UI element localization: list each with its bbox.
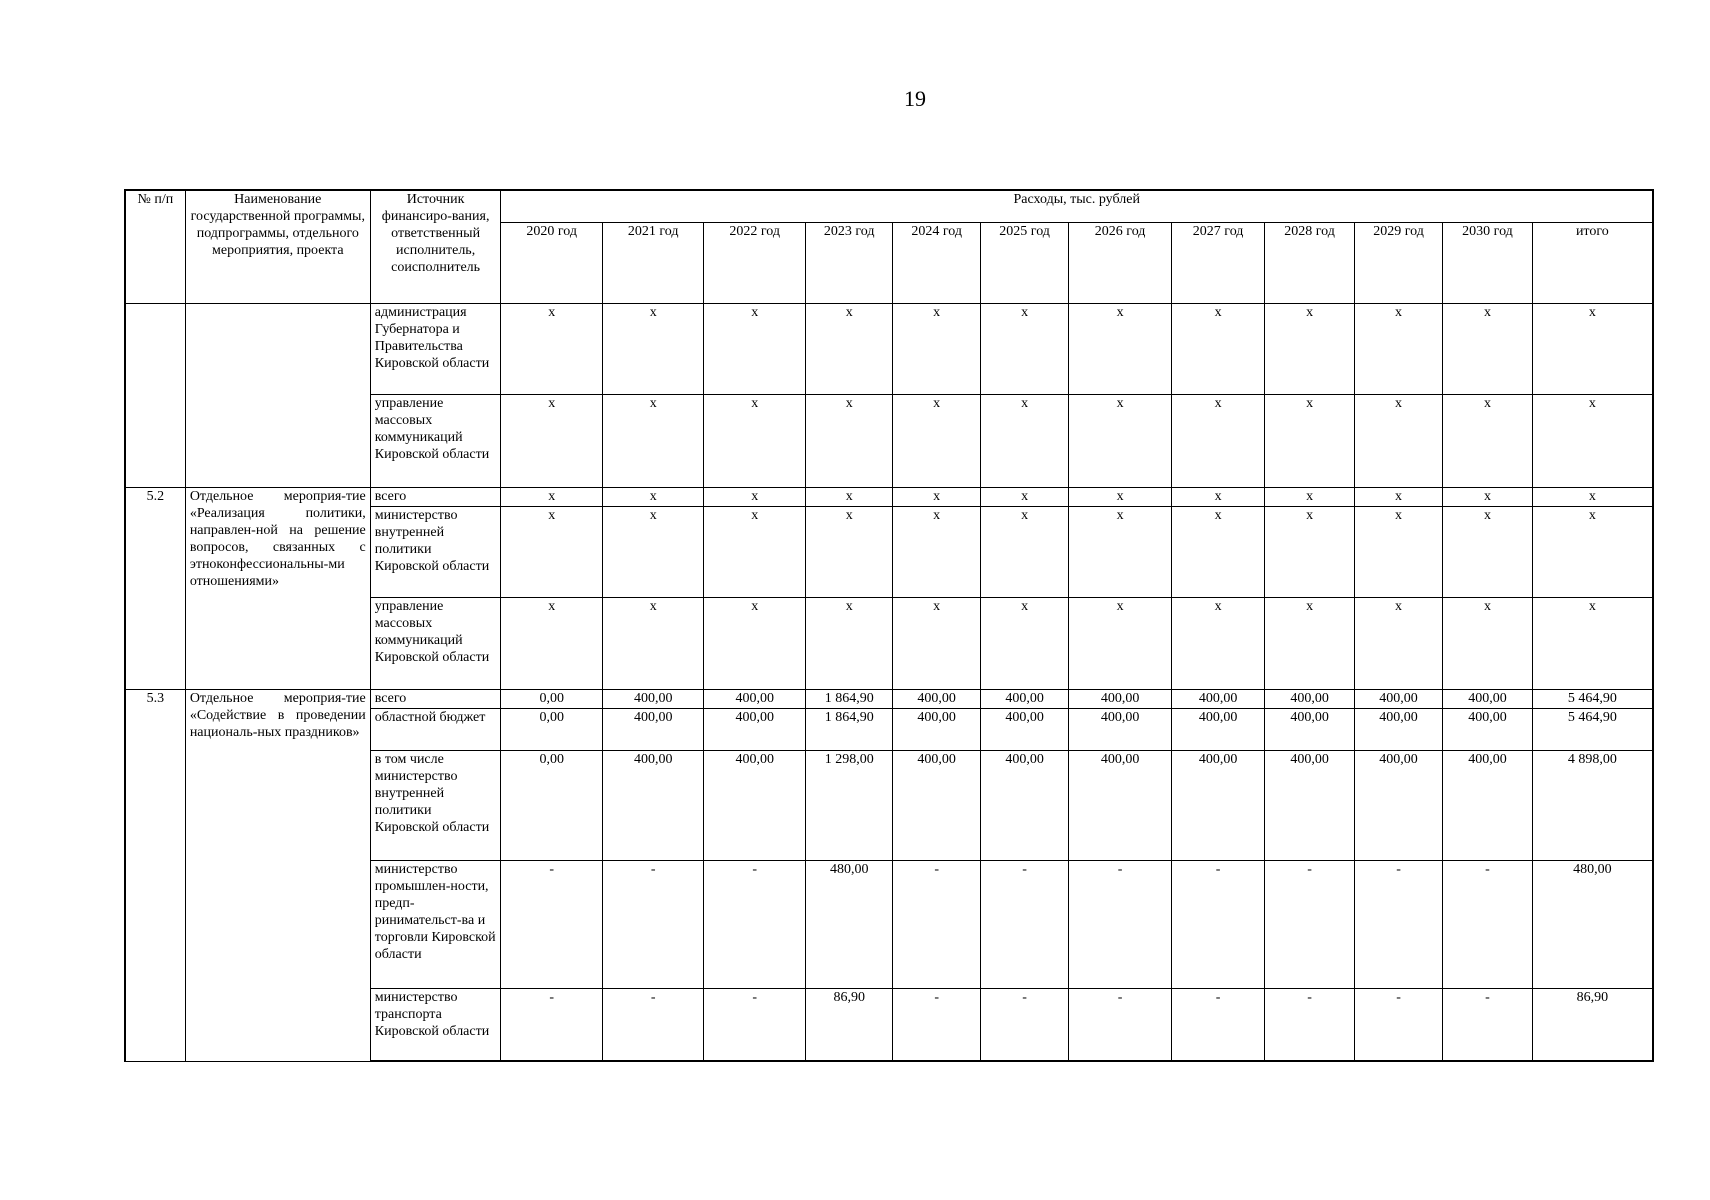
expense-value: x: [501, 394, 603, 487]
expense-value: 400,00: [1354, 708, 1442, 750]
expense-value: 4 898,00: [1532, 750, 1653, 860]
expense-value: x: [704, 394, 806, 487]
table-row: [125, 689, 1653, 708]
expense-value: 400,00: [1265, 708, 1354, 750]
expense-value: x: [980, 394, 1068, 487]
expense-value: x: [980, 506, 1068, 597]
expense-value: x: [501, 487, 603, 506]
expense-value: -: [1171, 988, 1264, 1061]
funding-source: всего: [370, 487, 501, 506]
expense-value: x: [501, 506, 603, 597]
expense-value: x: [893, 506, 980, 597]
expense-value: x: [1443, 394, 1532, 487]
header-year: 2021 год: [602, 222, 704, 303]
expense-value: 400,00: [1443, 750, 1532, 860]
expense-value: 400,00: [1265, 750, 1354, 860]
activity-name: [185, 303, 370, 487]
expense-value: x: [1354, 394, 1442, 487]
expense-value: x: [980, 597, 1068, 689]
expense-value: 400,00: [893, 708, 980, 750]
funding-source: всего: [370, 689, 501, 708]
expense-value: x: [1069, 506, 1172, 597]
header-year: 2020 год: [501, 222, 603, 303]
expense-value: 400,00: [1354, 689, 1442, 708]
expense-value: 0,00: [501, 689, 603, 708]
page-number: 19: [904, 86, 926, 111]
expense-value: x: [1265, 597, 1354, 689]
header-name: Наименование государственной программы, подпрограммы, отдельного мероприятия, проекта: [185, 190, 370, 303]
funding-source: областной бюджет: [370, 708, 501, 750]
expense-value: 400,00: [1069, 708, 1172, 750]
expense-value: x: [980, 303, 1068, 394]
expense-value: x: [893, 303, 980, 394]
expense-value: 400,00: [893, 689, 980, 708]
expense-value: x: [805, 597, 892, 689]
funding-source: министерство внутренней политики Кировской области: [370, 506, 501, 597]
expense-value: -: [893, 988, 980, 1061]
expense-value: x: [1069, 597, 1172, 689]
expense-value: x: [602, 597, 704, 689]
expense-value: 400,00: [893, 750, 980, 860]
expense-value: x: [704, 506, 806, 597]
expense-value: x: [1069, 303, 1172, 394]
expense-value: 400,00: [1069, 689, 1172, 708]
header-year: 2025 год: [980, 222, 1068, 303]
expense-value: x: [893, 394, 980, 487]
expense-value: -: [501, 860, 603, 988]
expense-value: -: [1265, 860, 1354, 988]
expense-value: -: [704, 860, 806, 988]
expense-value: x: [704, 597, 806, 689]
expense-value: x: [1443, 303, 1532, 394]
expense-value: 400,00: [1265, 689, 1354, 708]
expense-value: -: [1069, 988, 1172, 1061]
expense-value: 1 298,00: [805, 750, 892, 860]
expense-value: x: [805, 506, 892, 597]
expense-value: -: [1354, 988, 1442, 1061]
expense-value: x: [980, 487, 1068, 506]
expense-value: 400,00: [1171, 689, 1264, 708]
expense-value: 400,00: [704, 708, 806, 750]
expense-value: 5 464,90: [1532, 708, 1653, 750]
expense-value: x: [1532, 394, 1653, 487]
header-year: 2026 год: [1069, 222, 1172, 303]
header-year: 2023 год: [805, 222, 892, 303]
table-row: [125, 303, 1653, 394]
expense-value: x: [602, 487, 704, 506]
expense-value: x: [704, 487, 806, 506]
expense-value: 480,00: [1532, 860, 1653, 988]
expense-value: 86,90: [805, 988, 892, 1061]
expense-value: 1 864,90: [805, 708, 892, 750]
expense-value: 400,00: [1171, 708, 1264, 750]
expense-value: 400,00: [602, 750, 704, 860]
row-number: 5.2: [125, 487, 185, 689]
expense-value: 400,00: [980, 708, 1068, 750]
budget-table: [124, 189, 1654, 1062]
expense-value: x: [1069, 487, 1172, 506]
expense-value: -: [602, 988, 704, 1061]
funding-source: министерство промышлен-ности, предп-ринимательст-ва и торговли Кировской области: [370, 860, 501, 988]
header-source: Источник финансиро-вания, ответственный исполнитель, соисполнитель: [370, 190, 501, 303]
expense-value: x: [1069, 394, 1172, 487]
expense-value: x: [1354, 506, 1442, 597]
header-year: 2028 год: [1265, 222, 1354, 303]
header-year: 2027 год: [1171, 222, 1264, 303]
expense-value: x: [1443, 487, 1532, 506]
table-row: [125, 487, 1653, 506]
expense-value: x: [805, 394, 892, 487]
header-year: 2029 год: [1354, 222, 1442, 303]
expense-value: -: [893, 860, 980, 988]
expense-value: 400,00: [1443, 708, 1532, 750]
header-year: 2024 год: [893, 222, 980, 303]
expense-value: x: [1171, 506, 1264, 597]
expense-value: 400,00: [602, 689, 704, 708]
expense-value: 400,00: [1354, 750, 1442, 860]
expense-value: x: [602, 394, 704, 487]
expense-value: -: [1069, 860, 1172, 988]
expense-value: -: [1171, 860, 1264, 988]
expense-value: x: [602, 303, 704, 394]
expense-value: x: [501, 303, 603, 394]
expense-value: x: [1354, 487, 1442, 506]
expense-value: x: [1171, 303, 1264, 394]
expense-value: x: [1354, 303, 1442, 394]
expense-value: -: [602, 860, 704, 988]
expense-value: -: [501, 988, 603, 1061]
expense-value: x: [1532, 487, 1653, 506]
funding-source: администрация Губернатора и Правительства Кировской области: [370, 303, 501, 394]
header-year: 2022 год: [704, 222, 806, 303]
expense-value: x: [1265, 506, 1354, 597]
expense-value: x: [1443, 597, 1532, 689]
expense-value: x: [1265, 487, 1354, 506]
expense-value: -: [980, 988, 1068, 1061]
expense-value: x: [1171, 597, 1264, 689]
expense-value: x: [1532, 597, 1653, 689]
expense-value: x: [893, 487, 980, 506]
expense-value: x: [602, 506, 704, 597]
expense-value: x: [805, 303, 892, 394]
expense-value: 0,00: [501, 750, 603, 860]
expense-value: -: [980, 860, 1068, 988]
expense-value: -: [704, 988, 806, 1061]
header-num: № п/п: [125, 190, 185, 303]
expense-value: x: [704, 303, 806, 394]
expense-value: 480,00: [805, 860, 892, 988]
header-expenses: Расходы, тыс. рублей: [501, 190, 1653, 222]
expense-value: 400,00: [1443, 689, 1532, 708]
expense-value: x: [1532, 506, 1653, 597]
expense-value: x: [893, 597, 980, 689]
expense-value: 400,00: [980, 750, 1068, 860]
expense-value: 1 864,90: [805, 689, 892, 708]
expense-value: x: [1354, 597, 1442, 689]
expense-value: x: [1265, 394, 1354, 487]
expense-value: -: [1443, 860, 1532, 988]
funding-source: министерство транспорта Кировской области: [370, 988, 501, 1061]
expense-value: 86,90: [1532, 988, 1653, 1061]
expense-value: -: [1265, 988, 1354, 1061]
expense-value: x: [1532, 303, 1653, 394]
expense-value: x: [1171, 394, 1264, 487]
funding-source: управление массовых коммуникаций Кировской области: [370, 394, 501, 487]
expense-value: 0,00: [501, 708, 603, 750]
activity-name: Отдельное мероприя-тие «Содействие в проведении националь-ных праздников»: [185, 689, 370, 1061]
expense-value: 400,00: [704, 689, 806, 708]
expense-value: x: [1171, 487, 1264, 506]
expense-value: 400,00: [1069, 750, 1172, 860]
expense-value: x: [1265, 303, 1354, 394]
expense-value: 400,00: [1171, 750, 1264, 860]
row-number: [125, 303, 185, 487]
header-year: 2030 год: [1443, 222, 1532, 303]
expense-value: x: [501, 597, 603, 689]
expense-value: 400,00: [980, 689, 1068, 708]
expense-value: 400,00: [602, 708, 704, 750]
expense-value: -: [1443, 988, 1532, 1061]
funding-source: управление массовых коммуникаций Кировской области: [370, 597, 501, 689]
row-number: 5.3: [125, 689, 185, 1061]
expense-value: 400,00: [704, 750, 806, 860]
expense-value: x: [805, 487, 892, 506]
expense-value: -: [1354, 860, 1442, 988]
expense-value: x: [1443, 506, 1532, 597]
activity-name: Отдельное мероприя-тие «Реализация политики, направлен-ной на решение вопросов, связанных с этноконфессиональны-ми отношениями»: [185, 487, 370, 689]
funding-source: в том числе министерство внутренней политики Кировской области: [370, 750, 501, 860]
expense-value: 5 464,90: [1532, 689, 1653, 708]
header-year: итого: [1532, 222, 1653, 303]
